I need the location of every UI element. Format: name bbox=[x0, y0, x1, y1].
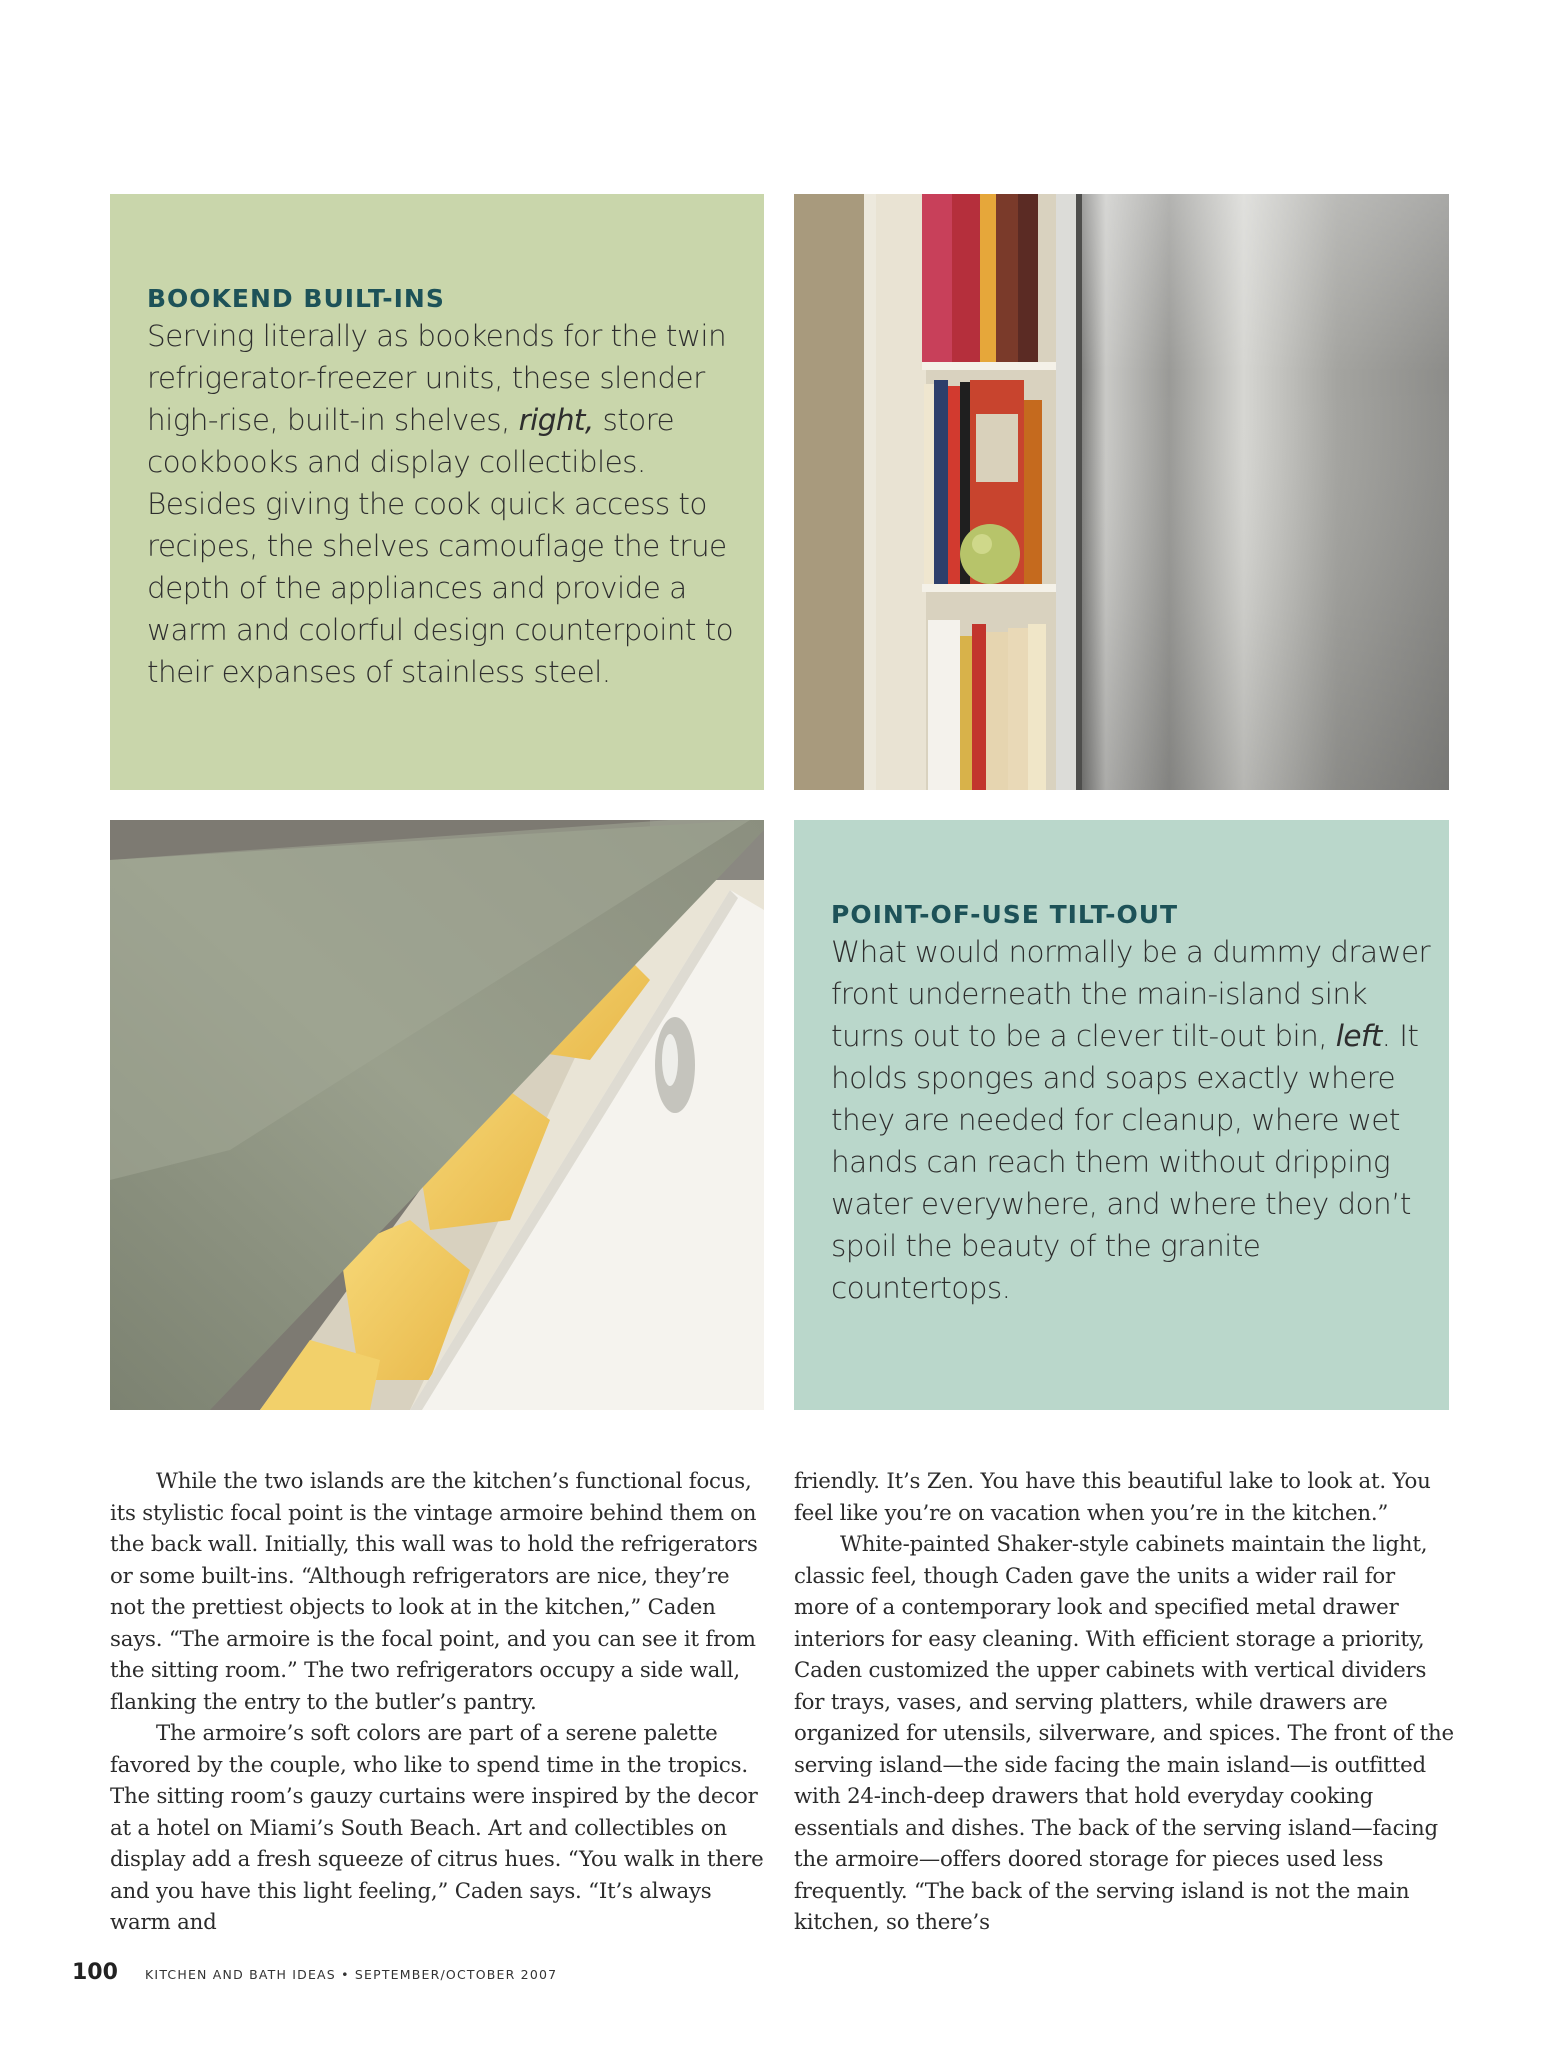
page-footer bbox=[72, 1960, 557, 1985]
body-paragraph: The armoire’s soft colors are part of a serene palette favored by the couple, who like to spend time in the tropics. The sitting room’s gauzy curtains were inspired by the decor at a hotel on Miami’s South Beach. Art and collectibles on display add a fresh squeeze of citrus hues. “You walk in there and you have this light feeling,” Caden says. “It’s always warm and bbox=[110, 1721, 764, 1935]
body-column-right bbox=[794, 1466, 1454, 1939]
caption-text-italic: right, bbox=[518, 403, 594, 437]
caption-box-tilt-out bbox=[794, 820, 1449, 1410]
caption-text bbox=[831, 931, 1431, 1309]
bookshelf-illustration bbox=[794, 194, 1449, 790]
caption-text-part: Serving literally as bookends for the twin refrigerator-freezer units, these slender high-rise, built-in shelves, bbox=[147, 319, 727, 437]
caption-title: POINT-OF-USE TILT-OUT bbox=[831, 900, 1179, 929]
page-number: 100 bbox=[72, 1960, 118, 1985]
body-paragraph: White-painted Shaker-style cabinets maintain the light, classic feel, though Caden gave the units a wider rail for more of a contemporary look and specified metal drawer interiors for easy cleaning. With efficient storage a priority, Caden customized the upper cabinets with vertical dividers for trays, vases, and serving platters, while drawers are organized for utensils, silverware, and spices. The front of the serving island—the side facing the main island—is outfitted with 24-inch-deep drawers that hold everyday cooking essentials and dishes. The back of the serving island—facing the armoire—offers doored storage for pieces used less frequently. “The back of the serving island is not the main kitchen, so there’s bbox=[794, 1532, 1454, 1935]
caption-text-part: . It holds sponges and soaps exactly where they are needed for cleanup, where wet hands can reach them without dripping water everywhere, and where they don’t spoil the beauty of the granite countertops. bbox=[831, 1019, 1419, 1305]
running-head: KITCHEN AND BATH IDEAS • SEPTEMBER/OCTOBER 2007 bbox=[145, 1967, 558, 1982]
caption-text-part: store cookbooks and display collectibles. Besides giving the cook quick access to recipes, the shelves camouflage the true depth of the appliances and provide a warm and colorful design counterpoint to their expanses of stainless steel. bbox=[147, 403, 734, 689]
body-paragraph: While the two islands are the kitchen’s functional focus, its stylistic focal point is the vintage armoire behind them on the back wall. Initially, this wall was to hold the refrigerators or some built-ins. “Although refrigerators are nice, they’re not the prettiest objects to look at in the kitchen,” Caden says. “The armoire is the focal point, and you can see it from the sitting room.” The two refrigerators occupy a side wall, flanking the entry to the butler’s pantry. bbox=[110, 1469, 758, 1715]
caption-content bbox=[147, 284, 747, 693]
caption-text-italic: left bbox=[1335, 1019, 1382, 1053]
body-column-left bbox=[110, 1466, 770, 1939]
photo-bookshelf bbox=[794, 194, 1449, 790]
photo-tilt-out-drawer bbox=[110, 820, 764, 1410]
caption-title: BOOKEND BUILT-INS bbox=[147, 284, 445, 313]
drawer-illustration bbox=[110, 820, 764, 1410]
caption-text-part: What would normally be a dummy drawer front underneath the main-island sink turns out to be a clever tilt-out bin, bbox=[831, 935, 1431, 1053]
caption-content bbox=[831, 900, 1431, 1309]
caption-text bbox=[147, 315, 747, 693]
body-paragraph: friendly. It’s Zen. You have this beautiful lake to look at. You feel like you’re on vacation when you’re in the kitchen.” bbox=[794, 1469, 1431, 1526]
caption-box-bookend bbox=[110, 194, 764, 790]
